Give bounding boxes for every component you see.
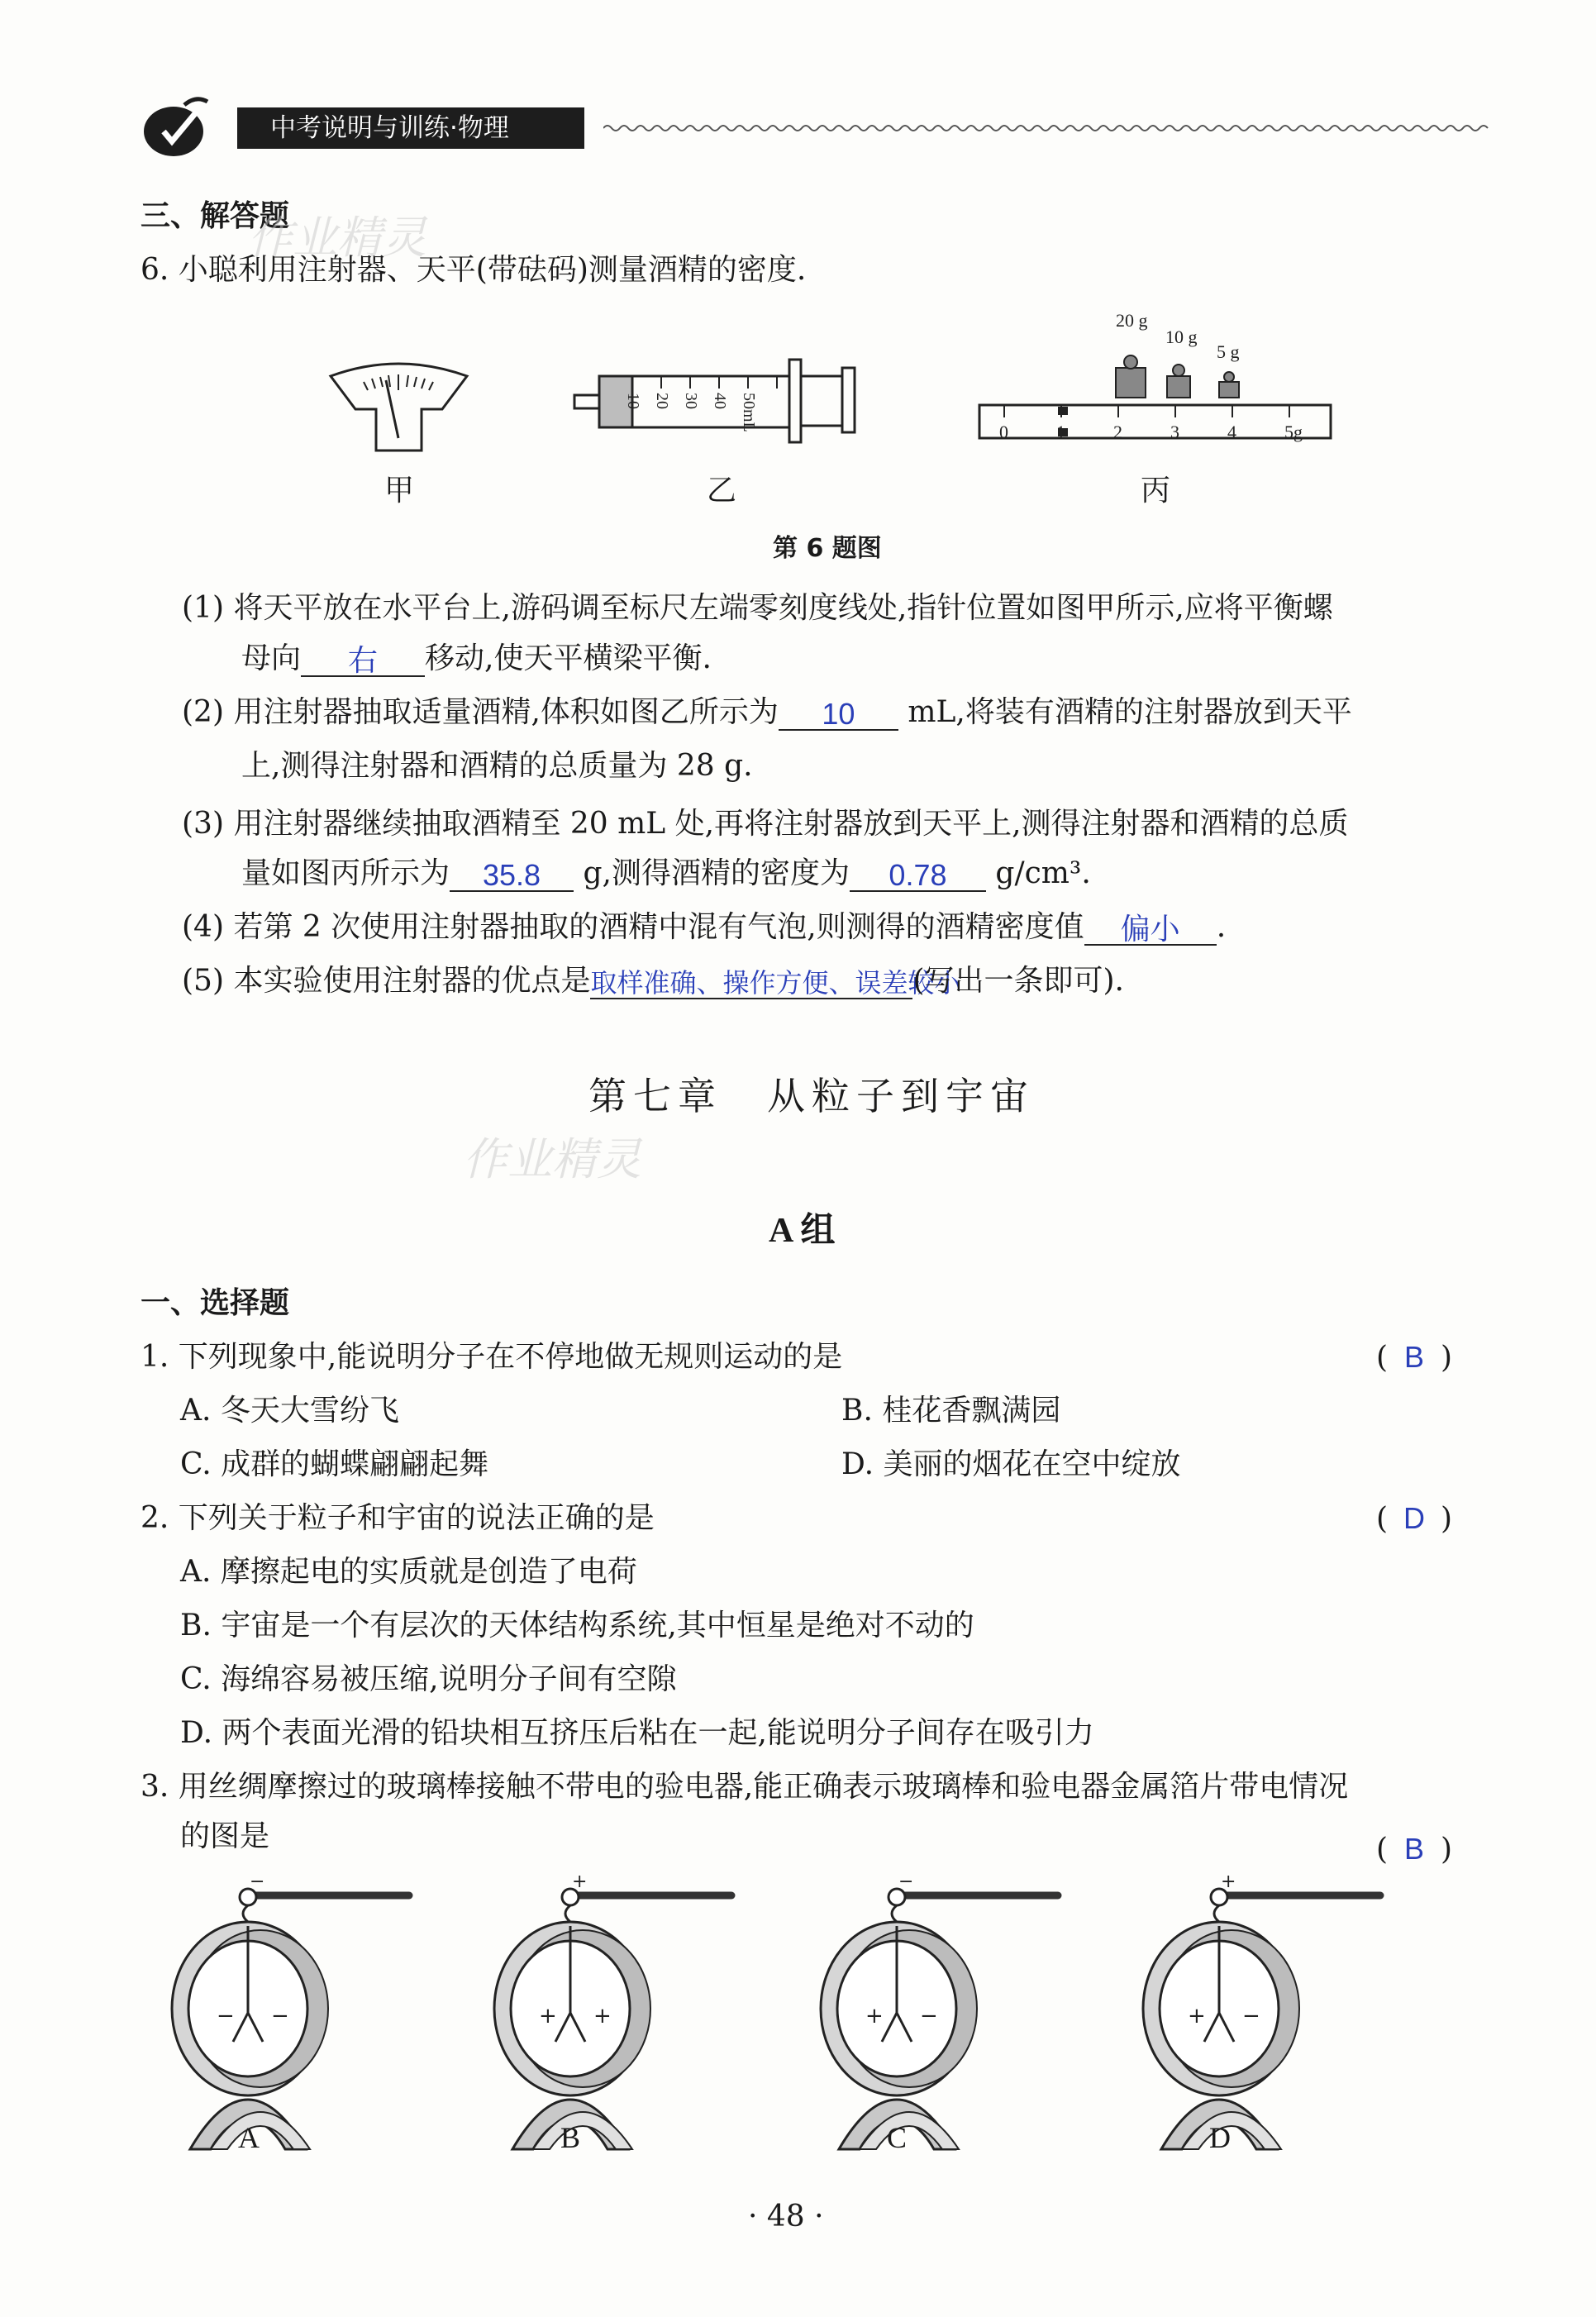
leaf-charge-label: − — [271, 2004, 289, 2029]
ruler-tick-label: 2 — [1113, 422, 1122, 442]
figure-label: 甲 — [384, 474, 415, 508]
question-1-stem: 1. 下列现象中,能说明分子在不停地做无规则运动的是 — [141, 1340, 843, 1374]
question-6-stem: 6. 小聪利用注射器、天平(带砝码)测量酒精的密度. — [141, 253, 807, 287]
leaf-charge-label: + — [593, 2004, 612, 2029]
leaf-charge-label: + — [539, 2004, 557, 2029]
weight-label: 20 g — [1116, 310, 1148, 331]
option: D. 两个表面光滑的铅块相互挤压后粘在一起,能说明分子间存在吸引力 — [180, 1716, 1094, 1750]
answer-text: B — [1404, 1832, 1425, 1866]
question-3-stem-cont: 的图是 — [180, 1819, 270, 1853]
answer-text: 右 — [348, 643, 379, 677]
answer-text: 10 — [822, 697, 855, 731]
option: C. 海绵容易被压缩,说明分子间有空隙 — [180, 1662, 677, 1696]
figure-label: 丙 — [1141, 474, 1171, 508]
answer-text: 取样准确、操作方便、误差较小 — [590, 968, 961, 998]
option-figure-label: D — [1209, 2121, 1231, 2154]
rod-charge-label: + — [1221, 1871, 1236, 1892]
leaf-charge-label: − — [920, 2004, 938, 2029]
q6-part-5: (5) 本实验使用注射器的优点是取样准确、操作方便、误差较小(写出一条即可). — [182, 964, 1124, 998]
option: C. 成群的蝴蝶翩翩起舞 — [180, 1447, 489, 1481]
chapter-title: 第七章 从粒子到宇宙 — [588, 1074, 1035, 1118]
question-3-stem: 3. 用丝绸摩擦过的玻璃棒接触不带电的验电器,能正确表示玻璃棒和验电器金属箔片带电情况 — [141, 1770, 1349, 1804]
q6-part-2-line1: (2) 用注射器抽取适量酒精,体积如图乙所示为 10 mL,将装有酒精的注射器放到天平 — [182, 695, 1352, 731]
q6-part-4: (4) 若第 2 次使用注射器抽取的酒精中混有气泡,则测得的酒精密度值 偏小 . — [182, 910, 1227, 946]
syringe-tick-label: 30 — [682, 393, 700, 409]
syringe-tick-label: 10 — [624, 393, 642, 409]
watermark: 作业精灵 — [463, 1133, 641, 1185]
ruler-tick-label: 5g — [1284, 422, 1303, 442]
answer-text: 偏小 — [1120, 912, 1180, 946]
weight-label: 10 g — [1165, 327, 1198, 347]
book-logo-icon — [139, 95, 222, 161]
section-heading: 一、选择题 — [141, 1286, 290, 1320]
answer-text: D — [1403, 1501, 1426, 1535]
option: D. 美丽的烟花在空中绽放 — [841, 1447, 1181, 1481]
weight-label: 5 g — [1217, 341, 1240, 362]
syringe-figure — [570, 355, 876, 446]
answer-text: 0.78 — [889, 858, 947, 892]
electroscope-figure — [165, 1864, 422, 2178]
syringe-tick-label: 50mL — [740, 393, 758, 432]
figure-label: 乙 — [707, 474, 737, 508]
rod-charge-label: − — [898, 1871, 914, 1892]
option-figure-label: B — [560, 2121, 581, 2154]
header-title: 中考说明与训练·物理 — [237, 107, 584, 149]
leaf-charge-label: − — [217, 2004, 235, 2029]
electroscope-figure — [1136, 1864, 1393, 2178]
q6-part-1-line1: (1) 将天平放在水平台上,游码调至标尺左端零刻度线处,指针位置如图甲所示,应将平衡螺 — [182, 591, 1333, 625]
option: B. 宇宙是一个有层次的天体结构系统,其中恒星是绝对不动的 — [180, 1609, 974, 1642]
answer-text: 35.8 — [482, 858, 541, 892]
q6-part-2-line2: 上,测得注射器和酒精的总质量为 28 g. — [241, 749, 753, 783]
option: B. 桂花香飘满园 — [841, 1394, 1061, 1428]
leaf-charge-label: + — [865, 2004, 884, 2029]
rod-charge-label: − — [250, 1871, 265, 1892]
group-title: A 组 — [769, 1212, 836, 1250]
weights-and-ruler-figure — [975, 306, 1339, 455]
leaf-charge-label: + — [1188, 2004, 1206, 2029]
q6-part-3-line1: (3) 用注射器继续抽取酒精至 20 mL 处,再将注射器放到天平上,测得注射器和酒精的总质 — [182, 807, 1349, 841]
ruler-tick-label: 0 — [999, 422, 1008, 442]
ruler-tick-label: 3 — [1170, 422, 1179, 442]
electroscope-figure — [488, 1864, 744, 2178]
option-figure-label: A — [238, 2121, 260, 2154]
ruler-tick-label: 4 — [1227, 422, 1236, 442]
balance-pointer-figure — [326, 355, 471, 455]
watermark: 作业精灵 — [248, 212, 426, 264]
header-wave-divider — [603, 120, 1496, 136]
electroscope-figure — [814, 1864, 1070, 2178]
answer-paren: ( B ) — [1376, 1340, 1453, 1375]
option-figure-label: C — [887, 2121, 908, 2154]
page-number: · 48 · — [748, 2200, 824, 2234]
question-2-stem: 2. 下列关于粒子和宇宙的说法正确的是 — [141, 1501, 655, 1535]
answer-paren: ( D ) — [1376, 1501, 1453, 1536]
answer-text: B — [1404, 1340, 1425, 1374]
leaf-charge-label: − — [1242, 2004, 1260, 2029]
syringe-tick-label: 40 — [711, 393, 729, 409]
answer-paren: ( B ) — [1376, 1832, 1453, 1866]
option: A. 摩擦起电的实质就是创造了电荷 — [180, 1555, 637, 1589]
q6-part-1-line2: 母向 右 移动,使天平横梁平衡. — [241, 641, 712, 677]
option: A. 冬天大雪纷飞 — [180, 1394, 399, 1428]
figure-caption: 第 6 题图 — [773, 534, 882, 563]
ruler-tick-label: 1 — [1056, 422, 1065, 442]
syringe-tick-label: 20 — [653, 393, 671, 409]
rod-charge-label: + — [572, 1871, 588, 1892]
section-heading: 三、解答题 — [141, 199, 290, 233]
q6-part-3-line2: 量如图丙所示为 35.8 g,测得酒精的密度为 0.78 g/cm³. — [241, 856, 1091, 892]
